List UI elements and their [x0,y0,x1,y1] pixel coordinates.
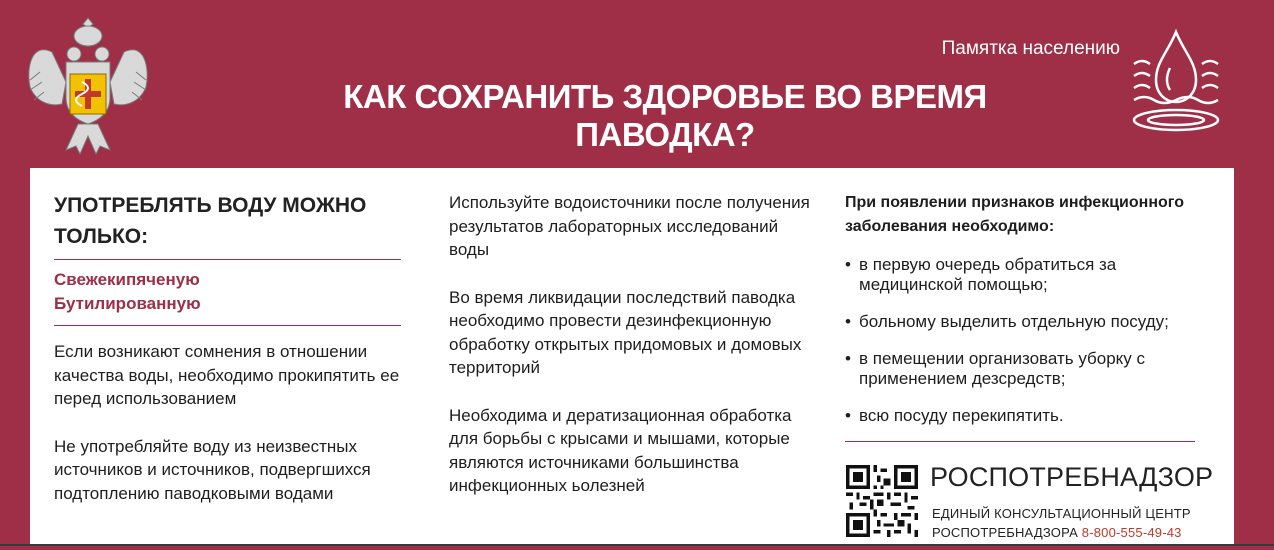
divider [845,441,1195,442]
disinfection-paragraph: Используйте водоисточники после получения результатов лабораторных исследований воды [449,193,810,259]
qr-code[interactable] [846,465,918,537]
water-drop-icon [1128,28,1228,138]
water-advice [54,340,404,529]
disinfection-paragraph: Во время ликвидации последствий паводка необходимо провести дезинфекционную обработку открытых придомовых и домовых территорий [449,287,802,377]
advice-paragraph: Если возникают сомнения в отношении качества воды, необходимо прокипятить ее перед использованием [54,342,400,408]
water-heading-line2: ТОЛЬКО: [54,225,149,248]
emblem-logo [22,12,154,160]
water-option-boiled: Свежекипяченую [54,270,200,289]
consult-center-org: РОСПОТРЕБНАДЗОРА [932,525,1078,540]
list-item: • в первую очередь обратиться за медицинской помощью; [845,255,1205,295]
leaflet-label: Памятка населению [941,38,1120,59]
column-water-usage [54,190,402,252]
column-disinfection [449,191,819,522]
brand-name: РОСПОТРЕБНАДЗОР [930,462,1214,492]
list-item: • в пемещении организовать уборку с применением дезсредств; [845,349,1205,389]
infection-heading: При появлении признаков инфекционного заболевания необходимо: [845,194,1184,235]
list-item: • всю посуду перекипятить. [845,406,1205,426]
water-options [54,268,402,316]
consult-center-line2 [932,525,1182,540]
page-title: КАК СОХРАНИТЬ ЗДОРОВЬЕ ВО ВРЕМЯ ПАВОДКА? [343,78,987,153]
divider [54,259,401,260]
bottom-border [0,544,1274,546]
divider [54,325,401,326]
water-option-bottled: Бутилированную [54,294,201,313]
advice-paragraph: Не употребляйте воду из неизвестных источников и источников, подвергшихся подтоплению паводковыми водами [54,436,371,503]
water-heading-line1: УПОТРЕБЛЯТЬ ВОДУ МОЖНО [54,194,367,217]
hotline-phone[interactable]: 8-800-555-49-43 [1081,525,1182,540]
consult-center-line1: ЕДИНЫЙ КОНСУЛЬТАЦИОННЫЙ ЦЕНТР [932,506,1191,521]
disinfection-paragraph: Необходима и дератизационная обработка для борьбы с крысами и мышами, которые являются источниками большинства инфекционных ьолезней [449,405,792,495]
list-item: • больному выделить отдельную посуду; [845,312,1205,332]
infection-actions-list [845,255,1205,443]
